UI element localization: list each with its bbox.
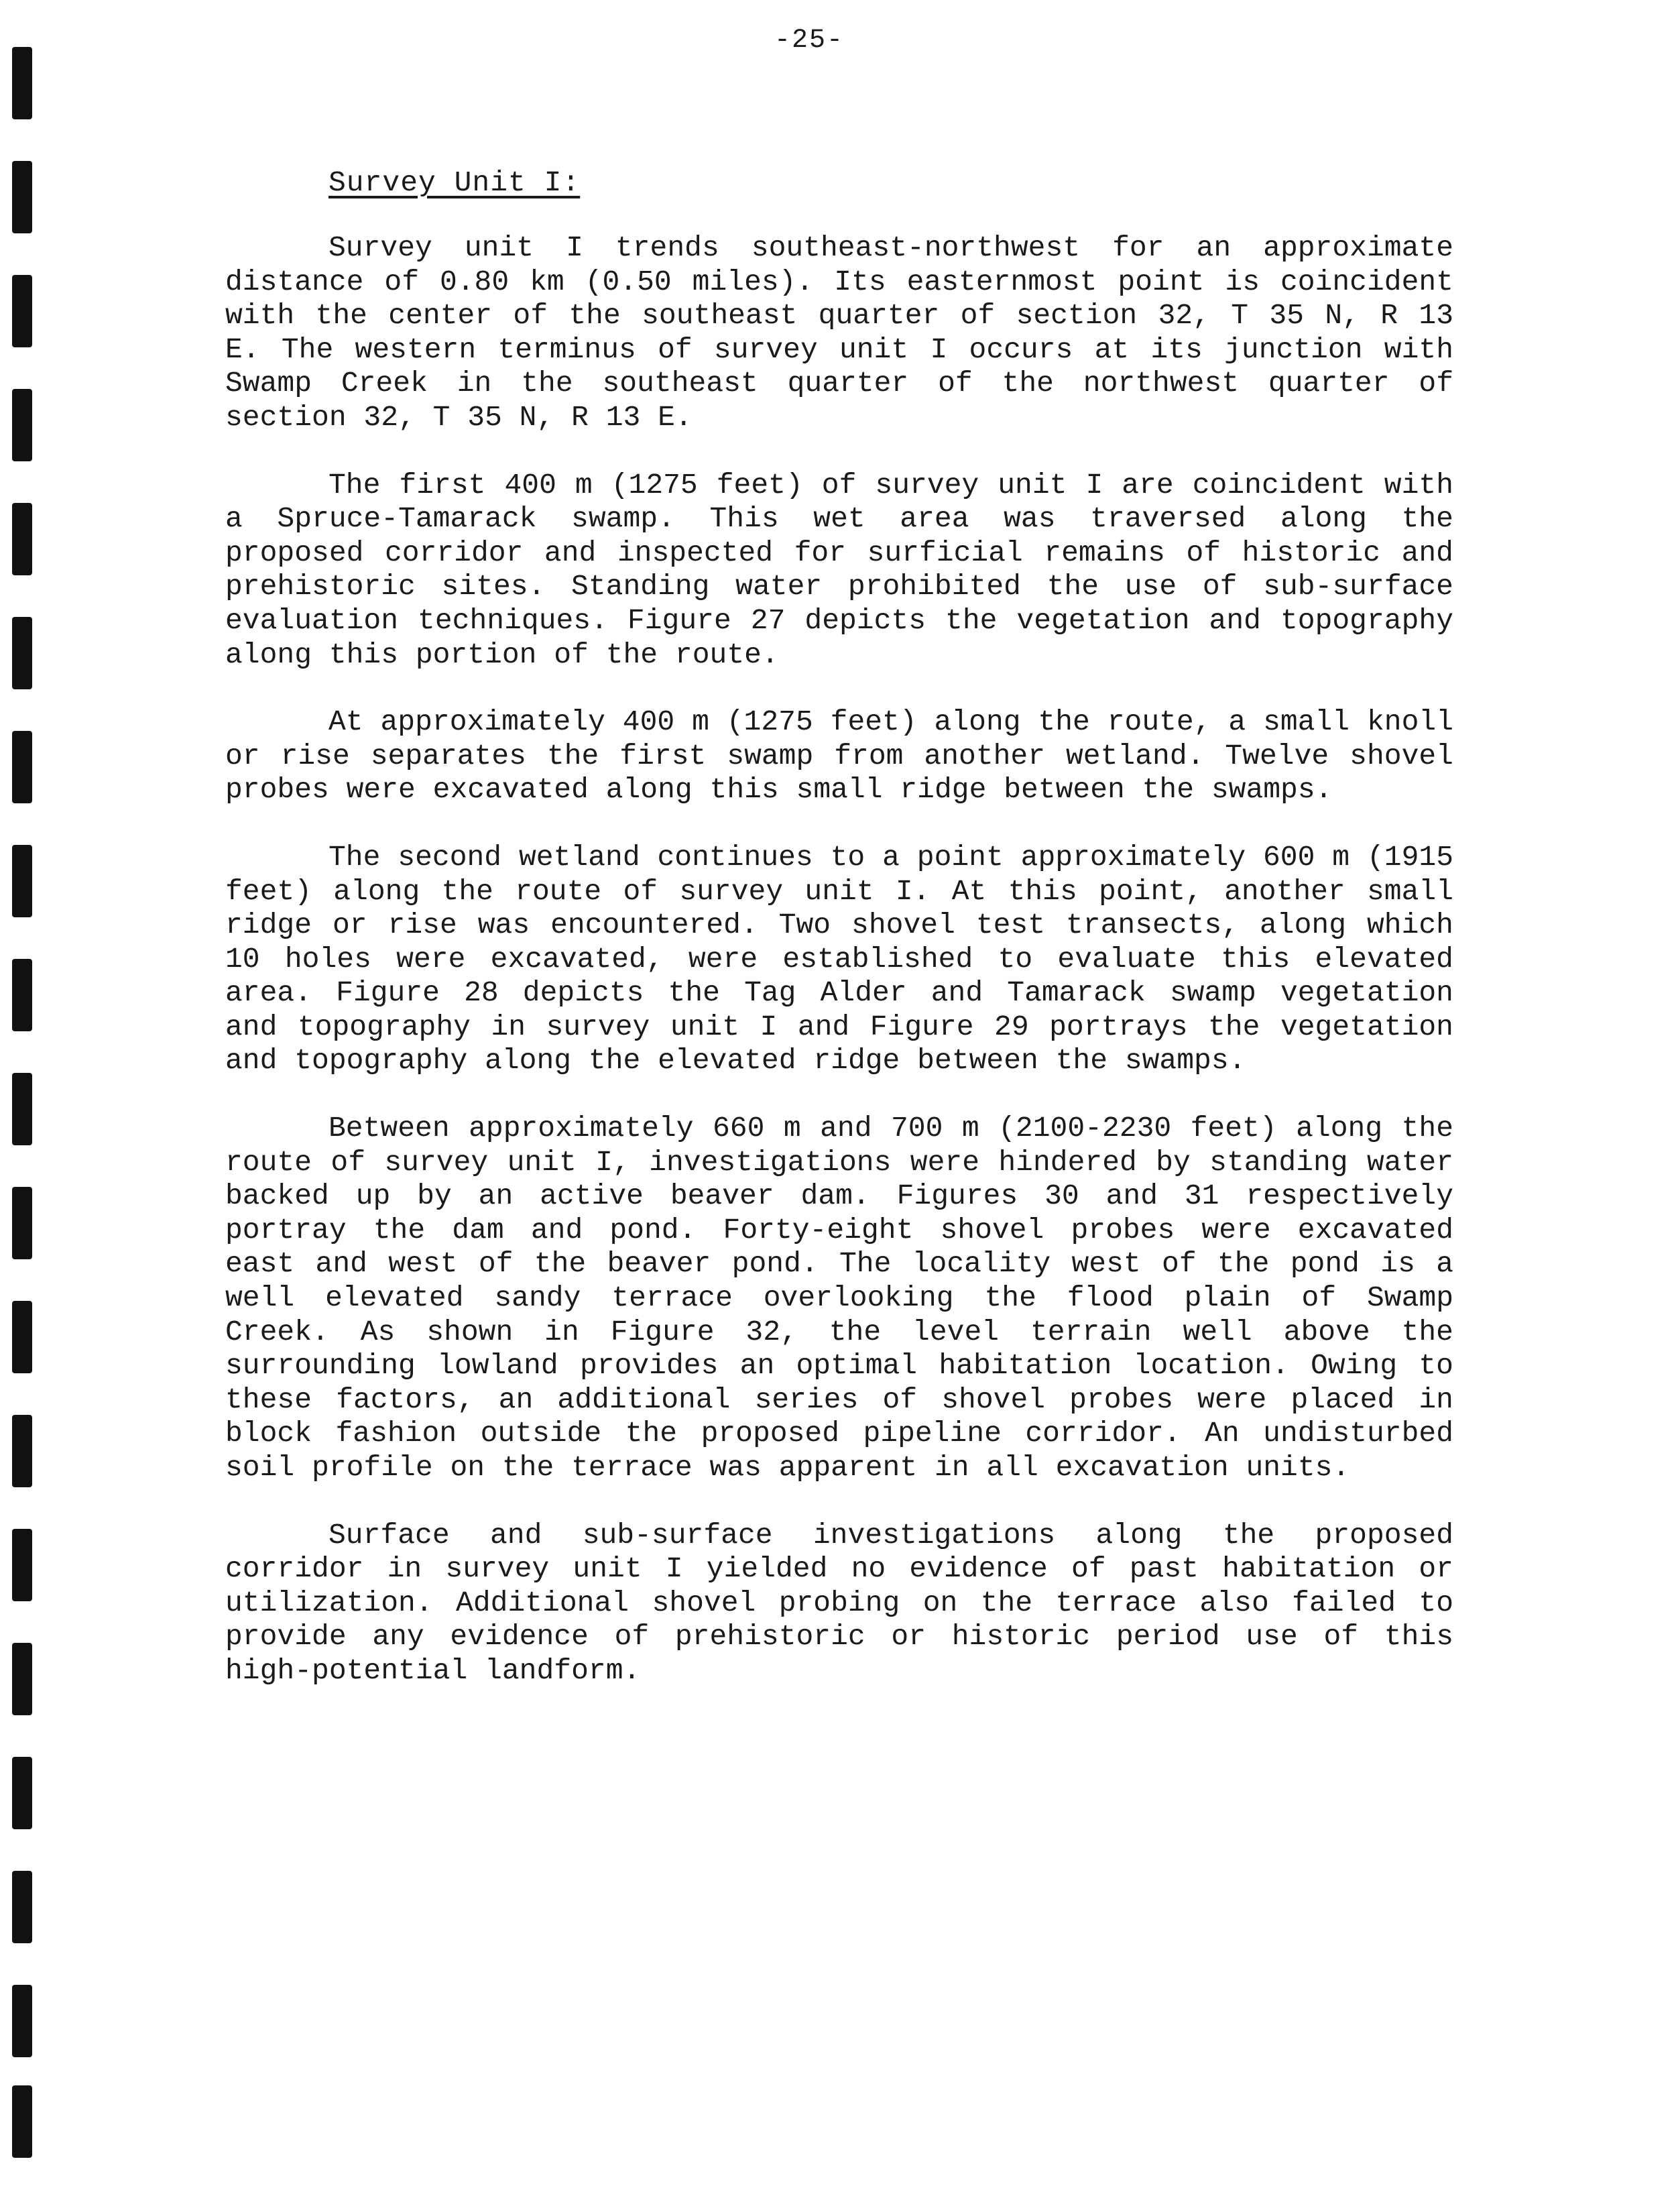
binding-mark bbox=[12, 275, 32, 347]
binding-mark bbox=[12, 1301, 32, 1373]
paragraph: At approximately 400 m (1275 feet) along the route, a small knoll or rise separates the first swamp from another wetland. Twelve shovel probes were excavated along this small ridge between the swamps. bbox=[225, 705, 1453, 807]
binding-mark bbox=[12, 959, 32, 1031]
binding-mark bbox=[12, 389, 32, 461]
paragraph: The second wetland continues to a point approximately 600 m (1915 feet) along the route of survey unit I. At this point, another small ridge or rise was encountered. Two shovel test transects, along which 10 holes were excavated, were established to evaluate this elevated area. Figure 28 depicts the Tag Alder and Tamarack swamp vegetation and topography in survey unit I and Figure 29 portrays the vegetation and topography along the elevated ridge between the swamps. bbox=[225, 840, 1453, 1078]
paragraph: The first 400 m (1275 feet) of survey unit I are coincident with a Spruce-Tamarack swamp. This wet area was traversed along the proposed corridor and inspected for surficial remains of historic and prehistoric sites. Standing water prohibited the use of sub-surface evaluation techniques. Figure 27 depicts the vegetation and topography along this portion of the route. bbox=[225, 468, 1453, 671]
binding-mark bbox=[12, 1529, 32, 1601]
binding-mark bbox=[12, 845, 32, 917]
binding-mark bbox=[12, 617, 32, 689]
binding-mark bbox=[12, 161, 32, 233]
binding-mark bbox=[12, 1415, 32, 1487]
binding-mark bbox=[12, 731, 32, 803]
binding-mark bbox=[12, 1871, 32, 1943]
page-number: -25- bbox=[774, 25, 845, 56]
binding-mark bbox=[12, 1757, 32, 1829]
body-text bbox=[225, 231, 1453, 1722]
binding-mark bbox=[12, 1985, 32, 2057]
binding-mark bbox=[12, 1073, 32, 1145]
binding-mark bbox=[12, 1187, 32, 1259]
paragraph: Survey unit I trends southeast-northwest for an approximate distance of 0.80 km (0.50 miles). Its easternmost point is coincident with the center of the southeast quarter of section 32, T 35 N, R 13 E. The western terminus of survey unit I occurs at its junction with Swamp Creek in the southeast quarter of the northwest quarter of section 32, T 35 N, R 13 E. bbox=[225, 231, 1453, 434]
section-heading: Survey Unit I: bbox=[328, 166, 581, 199]
binding-mark bbox=[12, 47, 32, 119]
paragraph: Between approximately 660 m and 700 m (2100-2230 feet) along the route of survey unit I, investigations were hindered by standing water backed up by an active beaver dam. Figures 30 and 31 respectively portray the dam and pond. Forty-eight shovel probes were excavated east and west of the beaver pond. The locality west of the pond is a well elevated sandy terrace overlooking the flood plain of Swamp Creek. As shown in Figure 32, the level terrain well above the surrounding lowland provides an optimal habitation location. Owing to these factors, an additional series of shovel probes were placed in block fashion outside the proposed pipeline corridor. An undisturbed soil profile on the terrace was apparent in all excavation units. bbox=[225, 1112, 1453, 1484]
binding-marks bbox=[0, 0, 54, 2190]
binding-mark bbox=[12, 2085, 32, 2158]
binding-mark bbox=[12, 503, 32, 575]
binding-mark bbox=[12, 1643, 32, 1715]
paragraph: Surface and sub-surface investigations along the proposed corridor in survey unit I yielded no evidence of past habitation or utilization. Additional shovel probing on the terrace also failed to provide any evidence of prehistoric or historic period use of this high-potential landform. bbox=[225, 1518, 1453, 1687]
